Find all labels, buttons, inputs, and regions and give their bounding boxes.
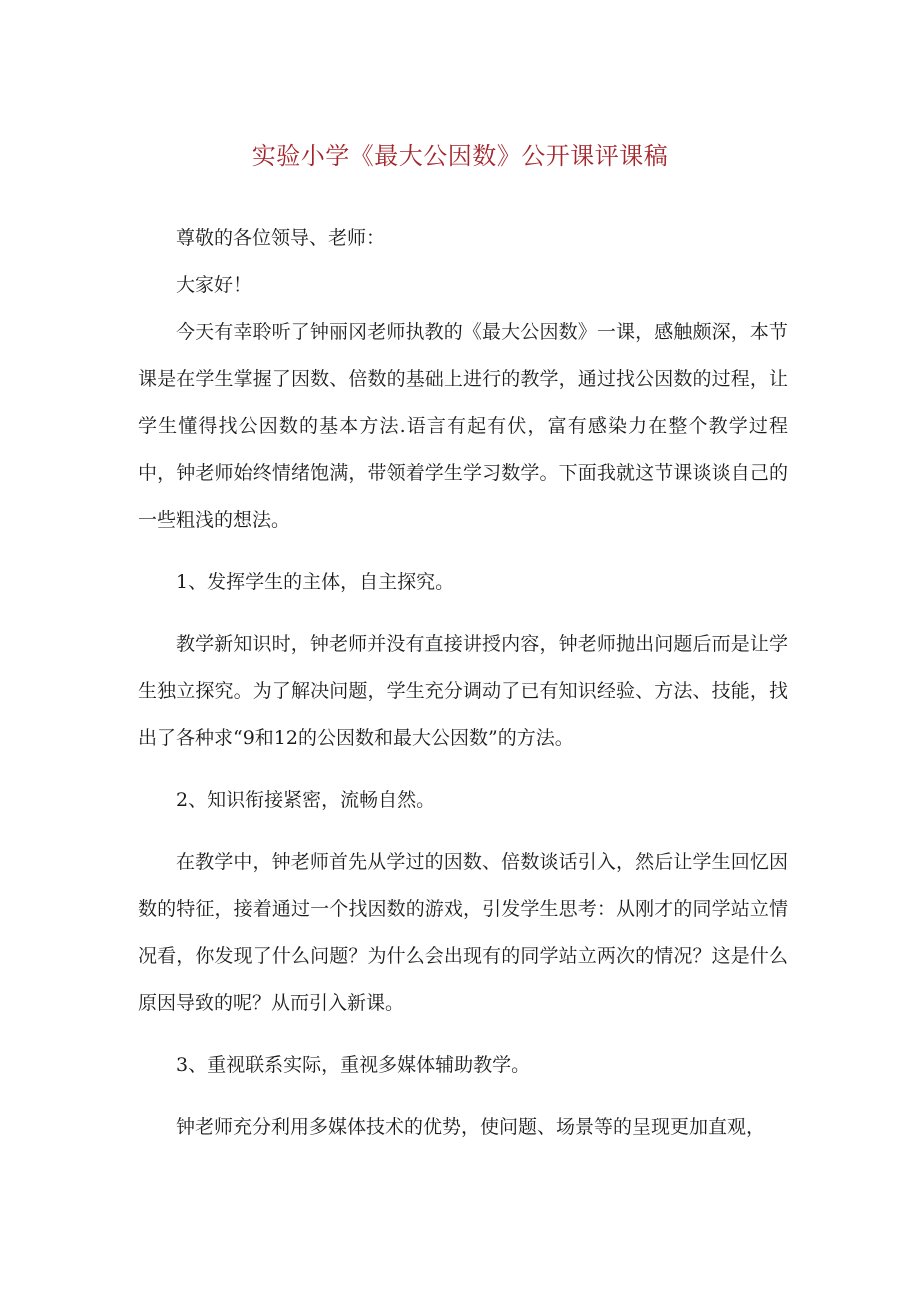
section-heading-3: 3、重视联系实际，重视多媒体辅助教学。 [176, 1054, 531, 1076]
section-heading-1: 1、发挥学生的主体，自主探究。 [176, 571, 455, 593]
intro-paragraph: 今天有幸聆听了钟丽冈老师执教的《最大公因数》一课，感触颇深，本节课是在学生掌握了因数、倍数的基础上进行的教学，通过找公因数的过程，让学生懂得找公因数的基本方法.语言有起有伏，富有感染力在整个教学过程中，钟老师始终情绪饱满，带领着学生学习数学。下面我就这节课谈谈自己的一些粗浅的想法。 [138, 321, 788, 531]
greeting: 大家好！ [176, 274, 253, 296]
document-body [138, 215, 788, 1151]
section-heading-2: 2、知识衔接紧密，流畅自然。 [176, 789, 436, 811]
salutation: 尊敬的各位领导、老师： [176, 227, 386, 249]
section-paragraph-3: 钟老师充分利用多媒体技术的优势，使问题、场景等的呈现更加直观， [176, 1116, 766, 1138]
document-title: 实验小学《最大公因数》公开课评课稿 [251, 142, 669, 170]
section-paragraph-1: 教学新知识时，钟老师并没有直接讲授内容，钟老师抛出问题后而是让学生独立探究。为了解决问题，学生充分调动了已有知识经验、方法、技能，找出了各种求“9和12的公因数和最大公因数”的方法。 [138, 633, 788, 749]
section-paragraph-2: 在教学中，钟老师首先从学过的因数、倍数谈话引入，然后让学生回忆因数的特征，接着通过一个找因数的游戏，引发学生思考：从刚才的同学站立情况看，你发现了什么问题？为什么会出现有的同学站立两次的情况？这是什么原因导致的呢？从而引入新课。 [138, 851, 788, 1014]
